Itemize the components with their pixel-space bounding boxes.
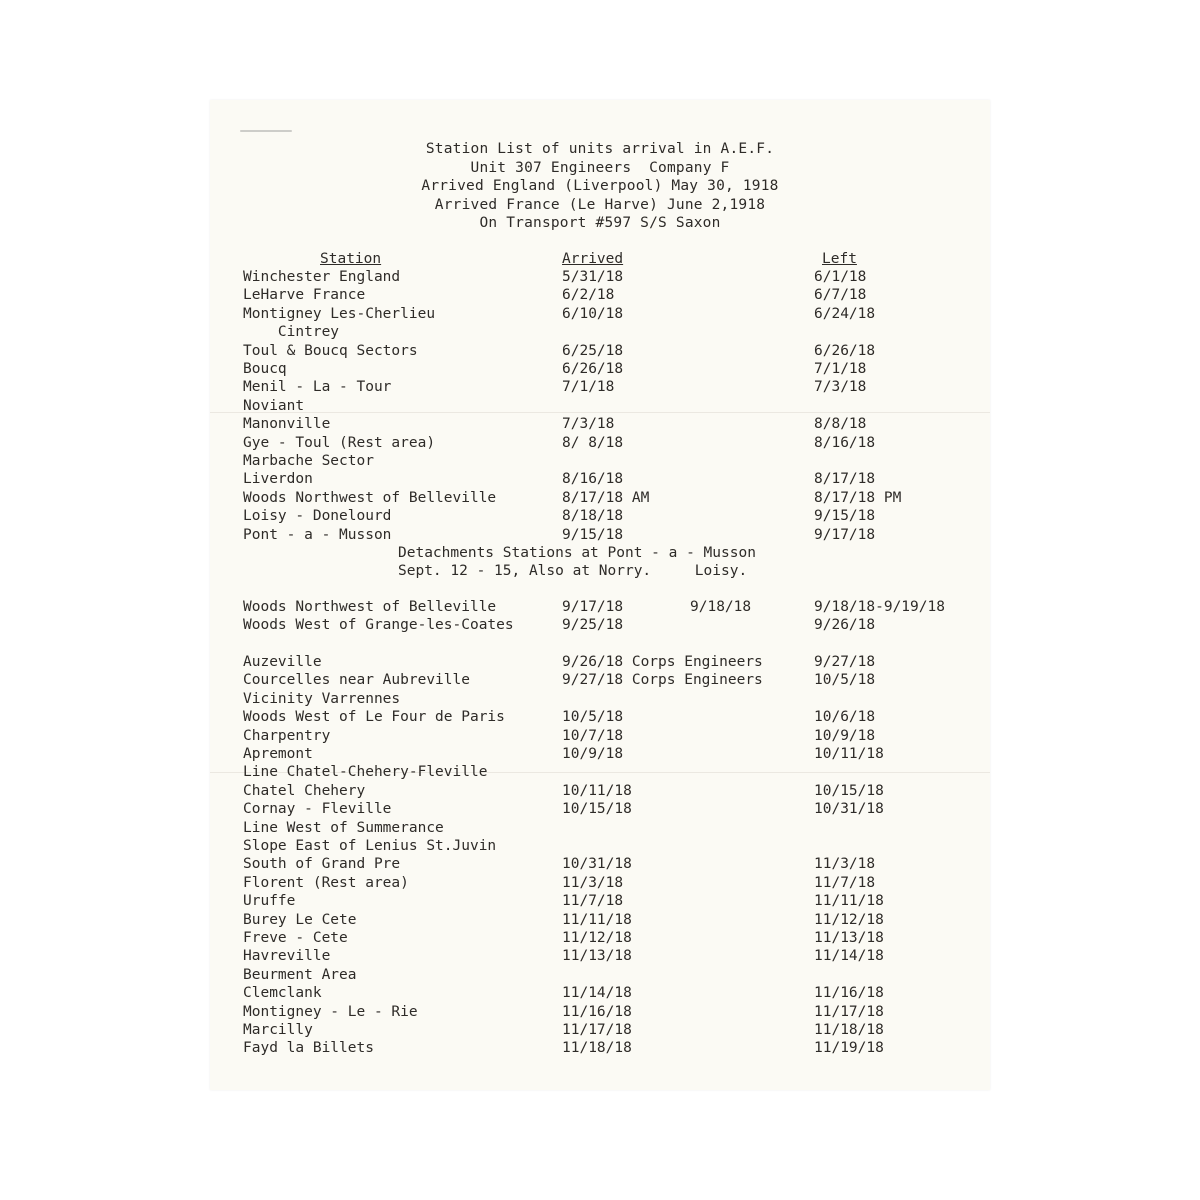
station-name: Pont - a - Musson <box>243 526 392 543</box>
left-date: 8/16/18 <box>814 434 876 451</box>
arrived-date: 9/26/18 Corps Engineers <box>562 654 763 670</box>
left-date: 6/7/18 <box>814 287 867 304</box>
column-header-left: Left <box>822 251 857 267</box>
arrived-date: 10/31/18 <box>562 856 632 873</box>
table-row <box>210 800 990 818</box>
station-name: Winchester England <box>243 269 401 285</box>
header-line-3: Arrived England (Liverpool) May 30, 1918 <box>421 178 779 194</box>
arrived-date: 11/11/18 <box>562 911 632 928</box>
station-name: Liverdon <box>243 471 313 488</box>
table-row <box>210 837 990 855</box>
document-header <box>210 140 990 233</box>
left-date: 9/26/18 <box>814 617 876 634</box>
left-date: 10/11/18 <box>814 746 884 762</box>
station-name: Woods Northwest of Belleville <box>243 599 497 615</box>
column-header-arrived: Arrived <box>562 251 624 267</box>
left-date: 6/24/18 <box>814 305 876 322</box>
left-date: 11/12/18 <box>814 911 884 928</box>
station-name: Freve - Cete <box>243 930 348 946</box>
station-name: Montigney - Le - Rie <box>243 1003 418 1020</box>
arrived-date: 5/31/18 <box>562 269 624 285</box>
table-row <box>210 342 990 360</box>
table-row <box>210 526 990 544</box>
table-row <box>210 653 990 671</box>
left-date: 9/17/18 <box>814 526 876 543</box>
left-date: 11/19/18 <box>814 1040 884 1057</box>
station-name: Courcelles near Aubreville <box>243 672 470 689</box>
table-row <box>210 268 990 286</box>
station-name: Clemclank <box>243 985 322 1002</box>
arrived-date: 9/27/18 Corps Engineers <box>562 672 763 689</box>
table-row <box>210 489 990 507</box>
station-name: Menil - La - Tour <box>243 379 392 396</box>
header-line-1: Station List of units arrival in A.E.F. <box>425 141 775 157</box>
station-name: Cintrey <box>243 324 340 341</box>
left-date: 8/8/18 <box>814 416 867 433</box>
table-row <box>210 434 990 452</box>
arrived-date: 8/18/18 <box>562 508 624 525</box>
left-date: 10/15/18 <box>814 782 884 799</box>
station-name: Montigney Les-Cherlieu <box>243 305 436 322</box>
station-name: Gye - Toul (Rest area) <box>243 434 436 451</box>
station-name: Florent (Rest area) <box>243 874 409 891</box>
table-row <box>210 966 990 984</box>
table-row <box>210 1003 990 1021</box>
table-row <box>210 378 990 396</box>
station-name: South of Grand Pre <box>243 856 401 873</box>
left-date: 11/3/18 <box>814 856 876 873</box>
table-row <box>210 1039 990 1057</box>
arrived-date: 8/17/18 AM <box>562 489 650 506</box>
left-date: 11/14/18 <box>814 948 884 965</box>
document-page <box>210 100 990 1090</box>
table-row <box>210 745 990 763</box>
table-row <box>210 598 990 616</box>
left-date: 6/26/18 <box>814 342 876 359</box>
table-row <box>210 360 990 378</box>
left-date: 11/18/18 <box>814 1022 884 1038</box>
left-date: 9/27/18 <box>814 654 876 670</box>
left-date: 11/16/18 <box>814 985 884 1002</box>
table-row <box>210 671 990 689</box>
arrived-date: 11/17/18 <box>562 1022 632 1038</box>
arrived-date: 11/3/18 <box>562 874 624 891</box>
left-date: 7/3/18 <box>814 379 867 396</box>
table-row <box>210 892 990 910</box>
station-name: Marbache Sector <box>243 453 374 469</box>
table-row <box>210 415 990 433</box>
table-row <box>210 708 990 726</box>
arrived-date: 8/ 8/18 <box>562 434 624 451</box>
left-date: 11/7/18 <box>814 874 876 891</box>
column-header-station: Station <box>320 251 382 267</box>
left-date: 7/1/18 <box>814 361 867 377</box>
station-name: Loisy - Donelourd <box>243 508 392 525</box>
table-row <box>210 763 990 781</box>
header-line-4: Arrived France (Le Harve) June 2,1918 <box>434 196 766 213</box>
table-row <box>210 452 990 470</box>
arrived-date: 6/2/18 <box>562 287 615 304</box>
table-row <box>210 819 990 837</box>
table-row <box>210 397 990 415</box>
station-name: Vicinity Varrennes <box>243 690 401 707</box>
arrived-date: 10/15/18 <box>562 801 632 818</box>
arrived-date: 10/9/18 <box>562 746 624 762</box>
left-date: 10/9/18 <box>814 727 876 744</box>
left-date: 9/15/18 <box>814 508 876 525</box>
left-date: 11/11/18 <box>814 893 884 910</box>
extra-date: 9/18/18 <box>690 599 752 615</box>
table-row <box>210 305 990 323</box>
station-name: Manonville <box>243 416 331 433</box>
station-name: Apremont <box>243 746 313 762</box>
pencil-mark <box>240 130 292 132</box>
table-row <box>210 286 990 304</box>
station-name: Chatel Chehery <box>243 782 366 799</box>
detachment-note-line-2: Sept. 12 - 15, Also at Norry. Loisy. <box>398 563 748 580</box>
arrived-date: 9/15/18 <box>562 526 624 543</box>
table-row <box>210 507 990 525</box>
arrived-date: 11/14/18 <box>562 985 632 1002</box>
station-name: Noviant <box>243 397 305 414</box>
station-name: Charpentry <box>243 727 331 744</box>
table-row <box>210 984 990 1002</box>
arrived-date: 11/16/18 <box>562 1003 632 1020</box>
arrived-date: 11/7/18 <box>562 893 624 910</box>
table-row <box>210 874 990 892</box>
arrived-date: 8/16/18 <box>562 471 624 488</box>
station-name: Woods West of Grange-les-Coates <box>243 617 514 634</box>
station-name: Burey Le Cete <box>243 911 357 928</box>
arrived-date: 6/26/18 <box>562 361 624 377</box>
arrived-date: 10/7/18 <box>562 727 624 744</box>
station-name: Marcilly <box>243 1022 313 1038</box>
left-date: 10/6/18 <box>814 709 876 726</box>
arrived-date: 6/25/18 <box>562 342 624 359</box>
detachment-note-line-1: Detachments Stations at Pont - a - Musson <box>398 545 756 561</box>
station-name: Line West of Summerance <box>243 819 444 836</box>
table-row <box>210 470 990 488</box>
table-row <box>210 855 990 873</box>
station-name: Line Chatel-Chehery-Fleville <box>243 764 488 781</box>
station-name: Auzeville <box>243 654 322 670</box>
header-line-5: On Transport #597 S/S Saxon <box>479 215 721 231</box>
arrived-date: 6/10/18 <box>562 305 624 322</box>
station-name: Fayd la Billets <box>243 1040 374 1057</box>
left-date: 6/1/18 <box>814 269 867 285</box>
arrived-date: 7/3/18 <box>562 416 615 433</box>
station-name: Slope East of Lenius St.Juvin <box>243 838 497 854</box>
table-row <box>210 727 990 745</box>
station-name: LeHarve France <box>243 287 366 304</box>
header-line-2: Unit 307 Engineers Company F <box>470 159 730 176</box>
left-date: 8/17/18 PM <box>814 489 902 506</box>
arrived-date: 9/25/18 <box>562 617 624 634</box>
table-row <box>210 929 990 947</box>
arrived-date: 7/1/18 <box>562 379 615 396</box>
arrived-date: 11/12/18 <box>562 930 632 946</box>
arrived-date: 10/5/18 <box>562 709 624 726</box>
station-name: Uruffe <box>243 893 296 910</box>
left-date: 10/31/18 <box>814 801 884 818</box>
table-row <box>210 947 990 965</box>
table-row <box>210 323 990 341</box>
table-row <box>210 782 990 800</box>
table-row <box>210 911 990 929</box>
left-date: 9/18/18-9/19/18 <box>814 599 945 615</box>
table-row <box>210 616 990 634</box>
station-name: Woods Northwest of Belleville <box>243 489 497 506</box>
station-name: Boucq <box>243 361 287 377</box>
table-row <box>210 690 990 708</box>
station-name: Cornay - Fleville <box>243 801 392 818</box>
table-row <box>210 1021 990 1039</box>
arrived-date: 9/17/18 <box>562 599 624 615</box>
left-date: 8/17/18 <box>814 471 876 488</box>
station-name: Toul & Boucq Sectors <box>243 342 418 359</box>
left-date: 11/17/18 <box>814 1003 884 1020</box>
arrived-date: 10/11/18 <box>562 782 632 799</box>
station-name: Havreville <box>243 948 331 965</box>
arrived-date: 11/13/18 <box>562 948 632 965</box>
left-date: 11/13/18 <box>814 930 884 946</box>
station-name: Woods West of Le Four de Paris <box>243 709 505 726</box>
arrived-date: 11/18/18 <box>562 1040 632 1057</box>
left-date: 10/5/18 <box>814 672 876 689</box>
station-name: Beurment Area <box>243 966 357 983</box>
